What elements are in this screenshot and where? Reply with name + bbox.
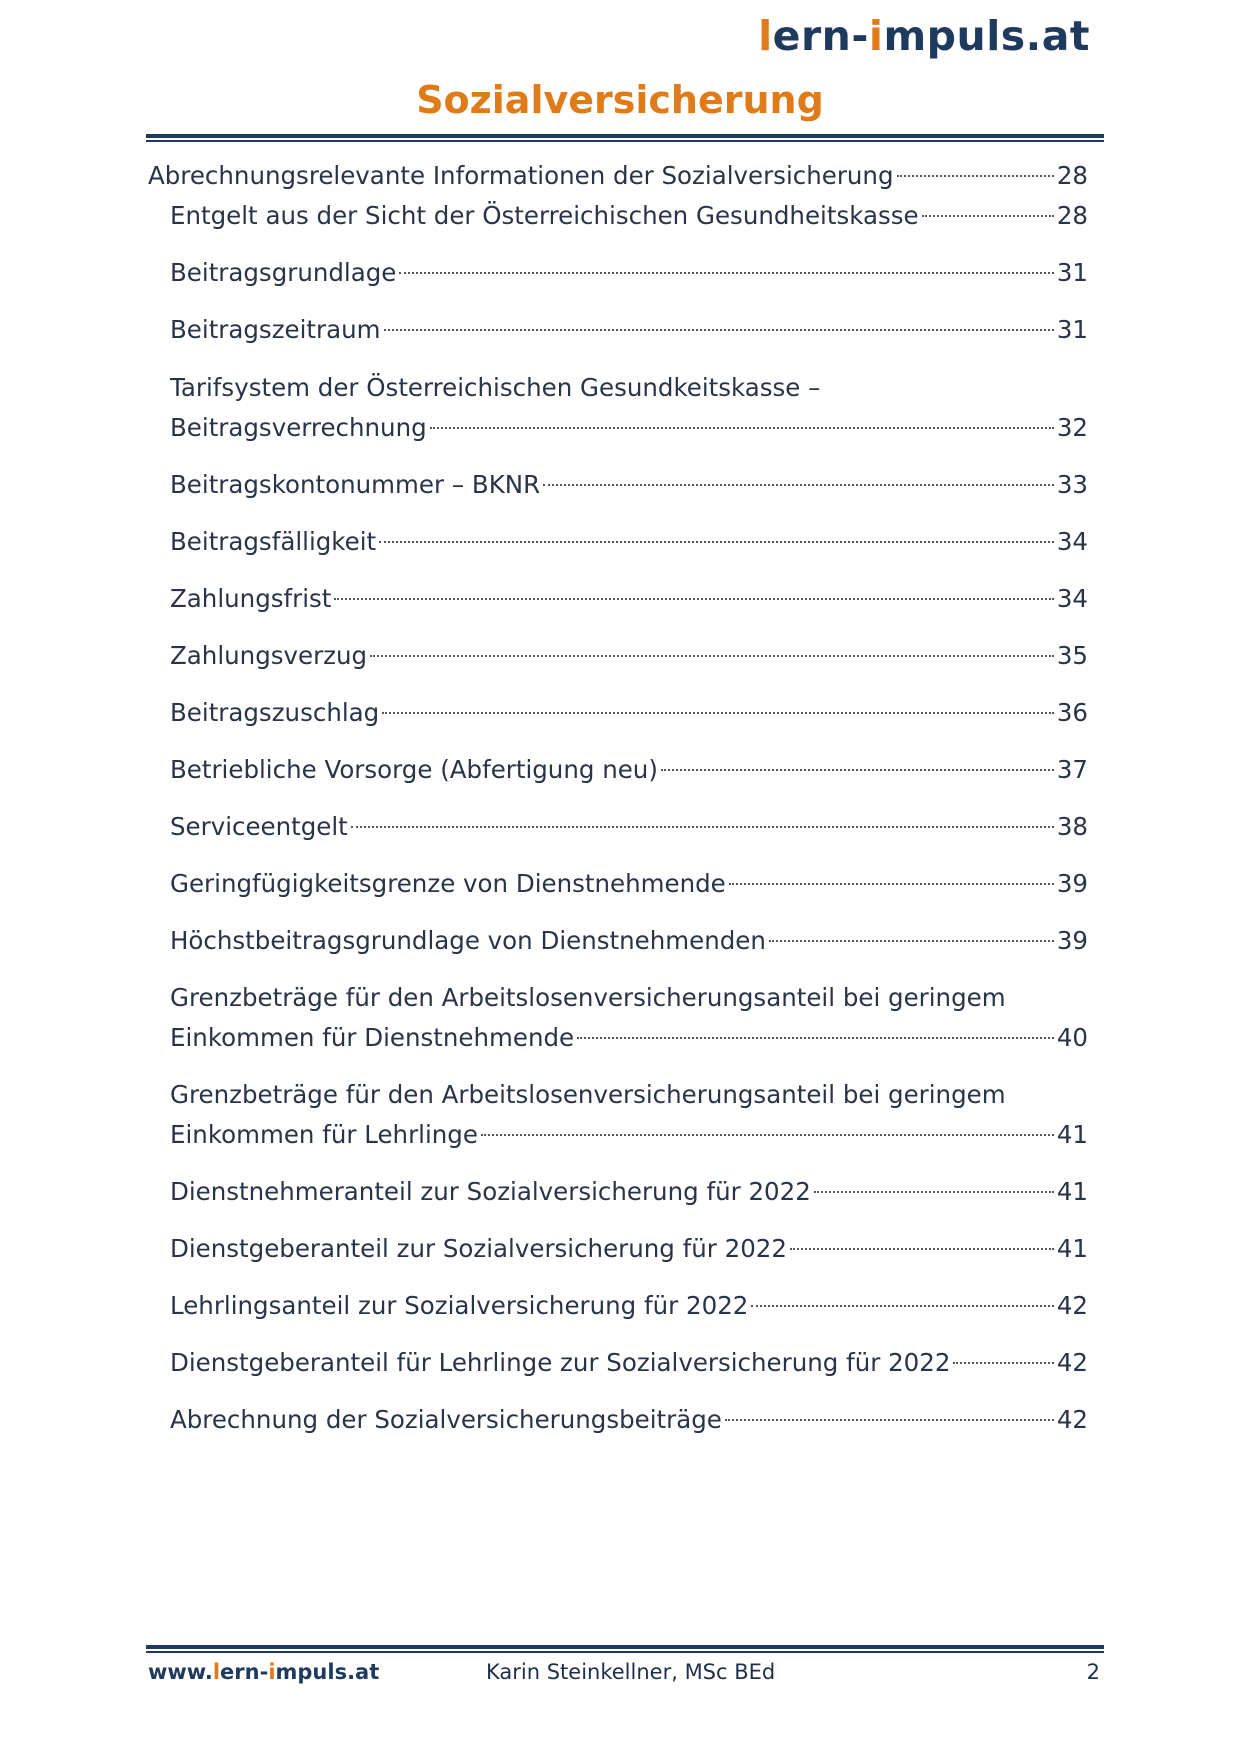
toc-dot-leader <box>382 711 1054 714</box>
toc-entry-title: Beitragsgrundlage <box>170 258 397 287</box>
toc-entry-title: Beitragsverrechnung <box>170 413 427 442</box>
toc-entry[interactable] <box>170 1343 1088 1383</box>
toc-dot-leader <box>430 426 1054 429</box>
toc-dot-leader <box>814 1190 1054 1193</box>
toc-entry-page: 34 <box>1056 527 1088 556</box>
toc-entry[interactable] <box>170 1172 1088 1212</box>
toc-dot-leader <box>399 271 1053 274</box>
logo-letter-i: i <box>868 12 884 60</box>
toc-entry-page: 40 <box>1056 1023 1088 1052</box>
toc-entry[interactable] <box>170 636 1088 676</box>
toc-entry[interactable] <box>170 1229 1088 1269</box>
toc-entry[interactable] <box>170 579 1088 619</box>
toc-entry-page: 35 <box>1056 641 1088 670</box>
toc-entry[interactable] <box>170 807 1088 847</box>
toc-entry[interactable] <box>170 196 1088 236</box>
toc-dot-leader <box>790 1247 1054 1250</box>
toc-entry-title: Dienstnehmeranteil zur Sozialversicherung für 2022 <box>170 1177 811 1206</box>
toc-entry-title-line1: Grenzbeträge für den Arbeitslosenversicherungsanteil bei geringem <box>170 1080 1006 1109</box>
logo-part-ern: ern- <box>772 12 869 60</box>
page-title: Sozialversicherung <box>416 78 824 122</box>
toc-entry[interactable] <box>170 921 1088 961</box>
toc-entry-title: Beitragskontonummer – BKNR <box>170 470 541 499</box>
toc-entry-page: 42 <box>1056 1348 1088 1377</box>
toc-entry-page: 32 <box>1056 413 1088 442</box>
footer-divider <box>146 1645 1104 1653</box>
toc-entry-title: Abrechnung der Sozialversicherungsbeiträge <box>170 1405 722 1434</box>
toc-entry[interactable] <box>170 1286 1088 1326</box>
toc-entry[interactable] <box>170 465 1088 505</box>
toc-entry-page: 41 <box>1056 1120 1088 1149</box>
page-footer <box>148 1660 1100 1694</box>
toc-entry-page: 34 <box>1056 584 1088 613</box>
toc-entry[interactable] <box>170 1080 1088 1155</box>
toc-entry-page: 42 <box>1056 1291 1088 1320</box>
toc-entry-page: 33 <box>1056 470 1088 499</box>
logo-part-rest: mpuls.at <box>883 12 1090 60</box>
toc-entry-title: Beitragsfälligkeit <box>170 527 377 556</box>
toc-entry-title: Lehrlingsanteil zur Sozialversicherung für 2022 <box>170 1291 749 1320</box>
toc-entry-title: Abrechnungsrelevante Informationen der Sozialversicherung <box>148 161 894 190</box>
toc-entry-title: Betriebliche Vorsorge (Abfertigung neu) <box>170 755 658 784</box>
toc-entry[interactable] <box>170 983 1088 1058</box>
toc-entry-title: Einkommen für Dienstnehmende <box>170 1023 575 1052</box>
toc-entry-title-line1: Tarifsystem der Österreichischen Gesundkeitskasse – <box>170 373 821 402</box>
toc-dot-leader <box>729 882 1054 885</box>
toc-entry-title: Serviceentgelt <box>170 812 348 841</box>
toc-entry-title: Beitragszuschlag <box>170 698 380 727</box>
toc-entry-page: 28 <box>1056 161 1088 190</box>
logo-letter-l: l <box>758 12 773 60</box>
toc-entry-page: 31 <box>1056 315 1088 344</box>
toc-dot-leader <box>922 214 1054 217</box>
toc-dot-leader <box>379 540 1054 543</box>
toc-entry[interactable] <box>170 750 1088 790</box>
toc-entry[interactable] <box>170 864 1088 904</box>
toc-entry-page: 28 <box>1056 201 1088 230</box>
toc-entry-page: 38 <box>1056 812 1088 841</box>
toc-entry[interactable] <box>170 1400 1088 1440</box>
toc-entry-title: Geringfügigkeitsgrenze von Dienstnehmende <box>170 869 726 898</box>
toc-entry-page: 31 <box>1056 258 1088 287</box>
toc-entry[interactable] <box>170 373 1088 448</box>
toc-entry[interactable] <box>170 693 1088 733</box>
toc-entry-title: Beitragszeitraum <box>170 315 381 344</box>
toc-dot-leader <box>384 328 1054 331</box>
toc-dot-leader <box>769 939 1054 942</box>
toc-dot-leader <box>897 174 1054 177</box>
footer-page-number: 2 <box>1086 1660 1100 1684</box>
toc-dot-leader <box>543 483 1054 486</box>
toc-entry-title: Zahlungsverzug <box>170 641 368 670</box>
toc-entry-page: 41 <box>1056 1177 1088 1206</box>
toc-entry-title: Entgelt aus der Sicht der Österreichischen Gesundheitskasse <box>170 201 919 230</box>
toc-dot-leader <box>725 1418 1054 1421</box>
toc-dot-leader <box>370 654 1054 657</box>
toc-entry[interactable] <box>148 156 1088 196</box>
toc-entry-page: 39 <box>1056 926 1088 955</box>
footer-author: Karin Steinkellner, MSc BEd <box>486 1660 776 1684</box>
toc-dot-leader <box>351 825 1054 828</box>
toc-dot-leader <box>577 1036 1054 1039</box>
toc-entry-page: 41 <box>1056 1234 1088 1263</box>
toc-entry-title-line1: Grenzbeträge für den Arbeitslosenversicherungsanteil bei geringem <box>170 983 1006 1012</box>
toc-entry-page: 36 <box>1056 698 1088 727</box>
toc-entry-title: Dienstgeberanteil für Lehrlinge zur Sozialversicherung für 2022 <box>170 1348 951 1377</box>
toc-dot-leader <box>751 1304 1053 1307</box>
toc-dot-leader <box>481 1133 1054 1136</box>
toc-entry-page: 42 <box>1056 1405 1088 1434</box>
footer-website-link[interactable]: www.lern-impuls.at <box>148 1660 380 1684</box>
toc-entry-page: 39 <box>1056 869 1088 898</box>
toc-dot-leader <box>334 597 1053 600</box>
toc-entry-title: Zahlungsfrist <box>170 584 332 613</box>
toc-entry-title: Höchstbeitragsgrundlage von Dienstnehmenden <box>170 926 766 955</box>
toc-entry-title: Dienstgeberanteil zur Sozialversicherung für 2022 <box>170 1234 787 1263</box>
toc-dot-leader <box>661 768 1054 771</box>
toc-dot-leader <box>953 1361 1053 1364</box>
toc-entry-page: 37 <box>1056 755 1088 784</box>
toc-entry[interactable] <box>170 522 1088 562</box>
toc-entry-title: Einkommen für Lehrlinge <box>170 1120 478 1149</box>
toc-entry[interactable] <box>170 253 1088 293</box>
toc-entry[interactable] <box>170 310 1088 350</box>
